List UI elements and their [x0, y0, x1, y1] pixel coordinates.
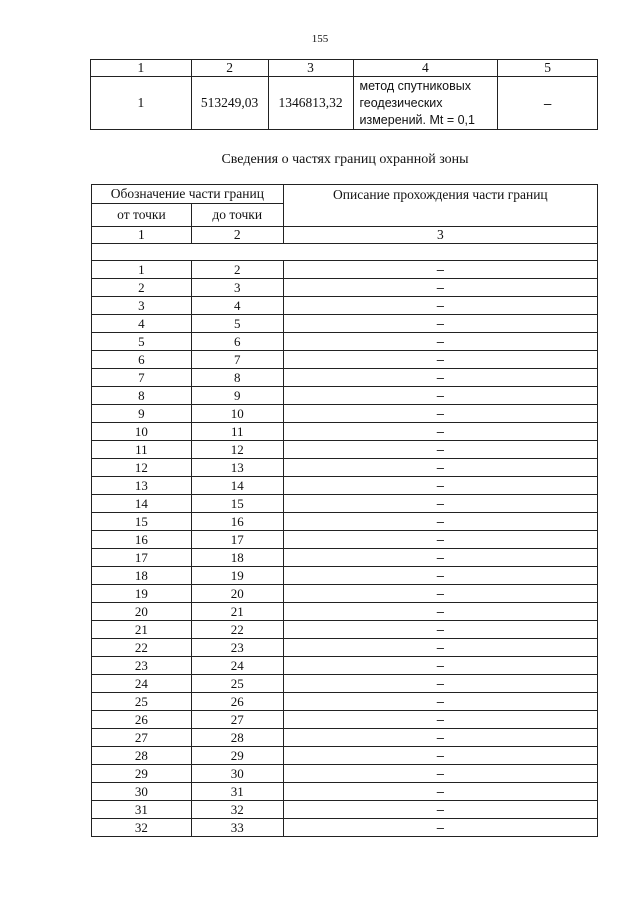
part-description: – — [283, 315, 597, 333]
from-point: 20 — [92, 603, 192, 621]
to-point: 9 — [191, 387, 283, 405]
table-row — [92, 783, 598, 801]
table-row — [92, 477, 598, 495]
to-point: 13 — [191, 459, 283, 477]
from-point: 18 — [92, 567, 192, 585]
to-point: 31 — [191, 783, 283, 801]
column-number-3: 3 — [268, 60, 353, 77]
table-row — [92, 801, 598, 819]
part-description: – — [283, 387, 597, 405]
part-description: – — [283, 801, 597, 819]
from-point: 15 — [92, 513, 192, 531]
from-point: 5 — [92, 333, 192, 351]
from-point: 8 — [92, 387, 192, 405]
part-description: – — [283, 297, 597, 315]
part-description: – — [283, 693, 597, 711]
to-point: 25 — [191, 675, 283, 693]
from-point: 7 — [92, 369, 192, 387]
part-description: – — [283, 711, 597, 729]
column-number-4: 4 — [353, 60, 498, 77]
to-point: 12 — [191, 441, 283, 459]
from-point: 24 — [92, 675, 192, 693]
coordinates-data-row — [91, 77, 598, 130]
page-number: 155 — [311, 33, 329, 45]
point-number: 1 — [91, 77, 192, 130]
table-row — [92, 765, 598, 783]
table-row — [92, 441, 598, 459]
from-point: 6 — [92, 351, 192, 369]
table-row — [92, 531, 598, 549]
to-point: 28 — [191, 729, 283, 747]
to-point: 8 — [191, 369, 283, 387]
part-description: – — [283, 459, 597, 477]
from-point: 3 — [92, 297, 192, 315]
table-row — [92, 657, 598, 675]
part-description: – — [283, 513, 597, 531]
table-row — [92, 585, 598, 603]
part-description: – — [283, 657, 597, 675]
to-point: 22 — [191, 621, 283, 639]
part-description: – — [283, 783, 597, 801]
part-description: – — [283, 603, 597, 621]
to-point: 3 — [191, 279, 283, 297]
from-point: 14 — [92, 495, 192, 513]
to-point: 14 — [191, 477, 283, 495]
column-number-2: 2 — [191, 227, 283, 244]
from-point: 11 — [92, 441, 192, 459]
from-point-header: от точки — [92, 204, 192, 227]
coordinates-table — [90, 59, 598, 130]
from-point: 21 — [92, 621, 192, 639]
table-row — [92, 747, 598, 765]
part-description: – — [283, 675, 597, 693]
from-point: 30 — [92, 783, 192, 801]
table-row — [92, 297, 598, 315]
part-description: – — [283, 351, 597, 369]
part-description: – — [283, 261, 597, 279]
to-point: 29 — [191, 747, 283, 765]
from-point: 19 — [92, 585, 192, 603]
from-point: 28 — [92, 747, 192, 765]
table-row — [92, 405, 598, 423]
from-point: 16 — [92, 531, 192, 549]
method-line-3: измерений. Mt = 0,1 — [359, 112, 475, 127]
to-point: 4 — [191, 297, 283, 315]
to-point: 11 — [191, 423, 283, 441]
from-point: 29 — [92, 765, 192, 783]
to-point: 21 — [191, 603, 283, 621]
column-number-3: 3 — [283, 227, 597, 244]
part-description: – — [283, 549, 597, 567]
from-point: 4 — [92, 315, 192, 333]
from-point: 12 — [92, 459, 192, 477]
to-point: 15 — [191, 495, 283, 513]
table-row — [92, 621, 598, 639]
part-description: – — [283, 495, 597, 513]
table-row — [92, 369, 598, 387]
group-header: Обозначение части границ — [92, 185, 284, 204]
from-point: 23 — [92, 657, 192, 675]
blank-row — [92, 244, 598, 261]
part-description: – — [283, 441, 597, 459]
parts-header-row-1 — [92, 185, 598, 204]
column-number-1: 1 — [91, 60, 192, 77]
table-row — [92, 693, 598, 711]
part-description: – — [283, 585, 597, 603]
from-point: 26 — [92, 711, 192, 729]
coordinate-y: 1346813,32 — [268, 77, 353, 130]
table-row — [92, 729, 598, 747]
from-point: 10 — [92, 423, 192, 441]
to-point: 20 — [191, 585, 283, 603]
table-row — [92, 315, 598, 333]
from-point: 17 — [92, 549, 192, 567]
from-point: 32 — [92, 819, 192, 837]
coordinate-x: 513249,03 — [191, 77, 268, 130]
table-row — [92, 567, 598, 585]
to-point: 32 — [191, 801, 283, 819]
part-description: – — [283, 477, 597, 495]
method-line-2: геодезических — [359, 95, 443, 110]
from-point: 27 — [92, 729, 192, 747]
determination-method — [353, 77, 498, 130]
part-description: – — [283, 765, 597, 783]
table-row — [92, 603, 598, 621]
part-description: – — [283, 279, 597, 297]
to-point: 6 — [191, 333, 283, 351]
to-point: 2 — [191, 261, 283, 279]
description-header: Описание прохождения части границ — [283, 185, 597, 227]
table-row — [92, 513, 598, 531]
from-point: 9 — [92, 405, 192, 423]
blank-cell — [92, 244, 598, 261]
from-point: 13 — [92, 477, 192, 495]
from-point: 2 — [92, 279, 192, 297]
table-row — [92, 279, 598, 297]
table-row — [92, 333, 598, 351]
to-point: 30 — [191, 765, 283, 783]
to-point: 7 — [191, 351, 283, 369]
to-point: 27 — [191, 711, 283, 729]
table-row — [92, 495, 598, 513]
from-point: 1 — [92, 261, 192, 279]
part-description: – — [283, 405, 597, 423]
column-number-1: 1 — [92, 227, 192, 244]
boundary-parts-table — [91, 184, 598, 837]
table-row — [92, 675, 598, 693]
to-point: 23 — [191, 639, 283, 657]
part-description: – — [283, 333, 597, 351]
part-description: – — [283, 423, 597, 441]
to-point: 19 — [191, 567, 283, 585]
to-point: 26 — [191, 693, 283, 711]
part-description: – — [283, 531, 597, 549]
from-point: 25 — [92, 693, 192, 711]
to-point-header: до точки — [191, 204, 283, 227]
table-row — [92, 711, 598, 729]
table-row — [92, 549, 598, 567]
section-title: Сведения о частях границ охранной зоны — [221, 152, 469, 167]
part-description: – — [283, 567, 597, 585]
part-description: – — [283, 639, 597, 657]
column-numbers-row — [92, 227, 598, 244]
point-description: – — [498, 77, 598, 130]
coordinates-header-row — [91, 60, 598, 77]
from-point: 22 — [92, 639, 192, 657]
to-point: 16 — [191, 513, 283, 531]
to-point: 24 — [191, 657, 283, 675]
column-number-2: 2 — [191, 60, 268, 77]
to-point: 10 — [191, 405, 283, 423]
to-point: 5 — [191, 315, 283, 333]
part-description: – — [283, 729, 597, 747]
to-point: 33 — [191, 819, 283, 837]
method-line-1: метод спутниковых — [359, 78, 471, 93]
part-description: – — [283, 369, 597, 387]
to-point: 18 — [191, 549, 283, 567]
column-number-5: 5 — [498, 60, 598, 77]
table-row — [92, 387, 598, 405]
table-row — [92, 459, 598, 477]
table-row — [92, 639, 598, 657]
table-row — [92, 423, 598, 441]
table-row — [92, 819, 598, 837]
table-row — [92, 351, 598, 369]
part-description: – — [283, 621, 597, 639]
from-point: 31 — [92, 801, 192, 819]
to-point: 17 — [191, 531, 283, 549]
part-description: – — [283, 747, 597, 765]
table-row — [92, 261, 598, 279]
part-description: – — [283, 819, 597, 837]
